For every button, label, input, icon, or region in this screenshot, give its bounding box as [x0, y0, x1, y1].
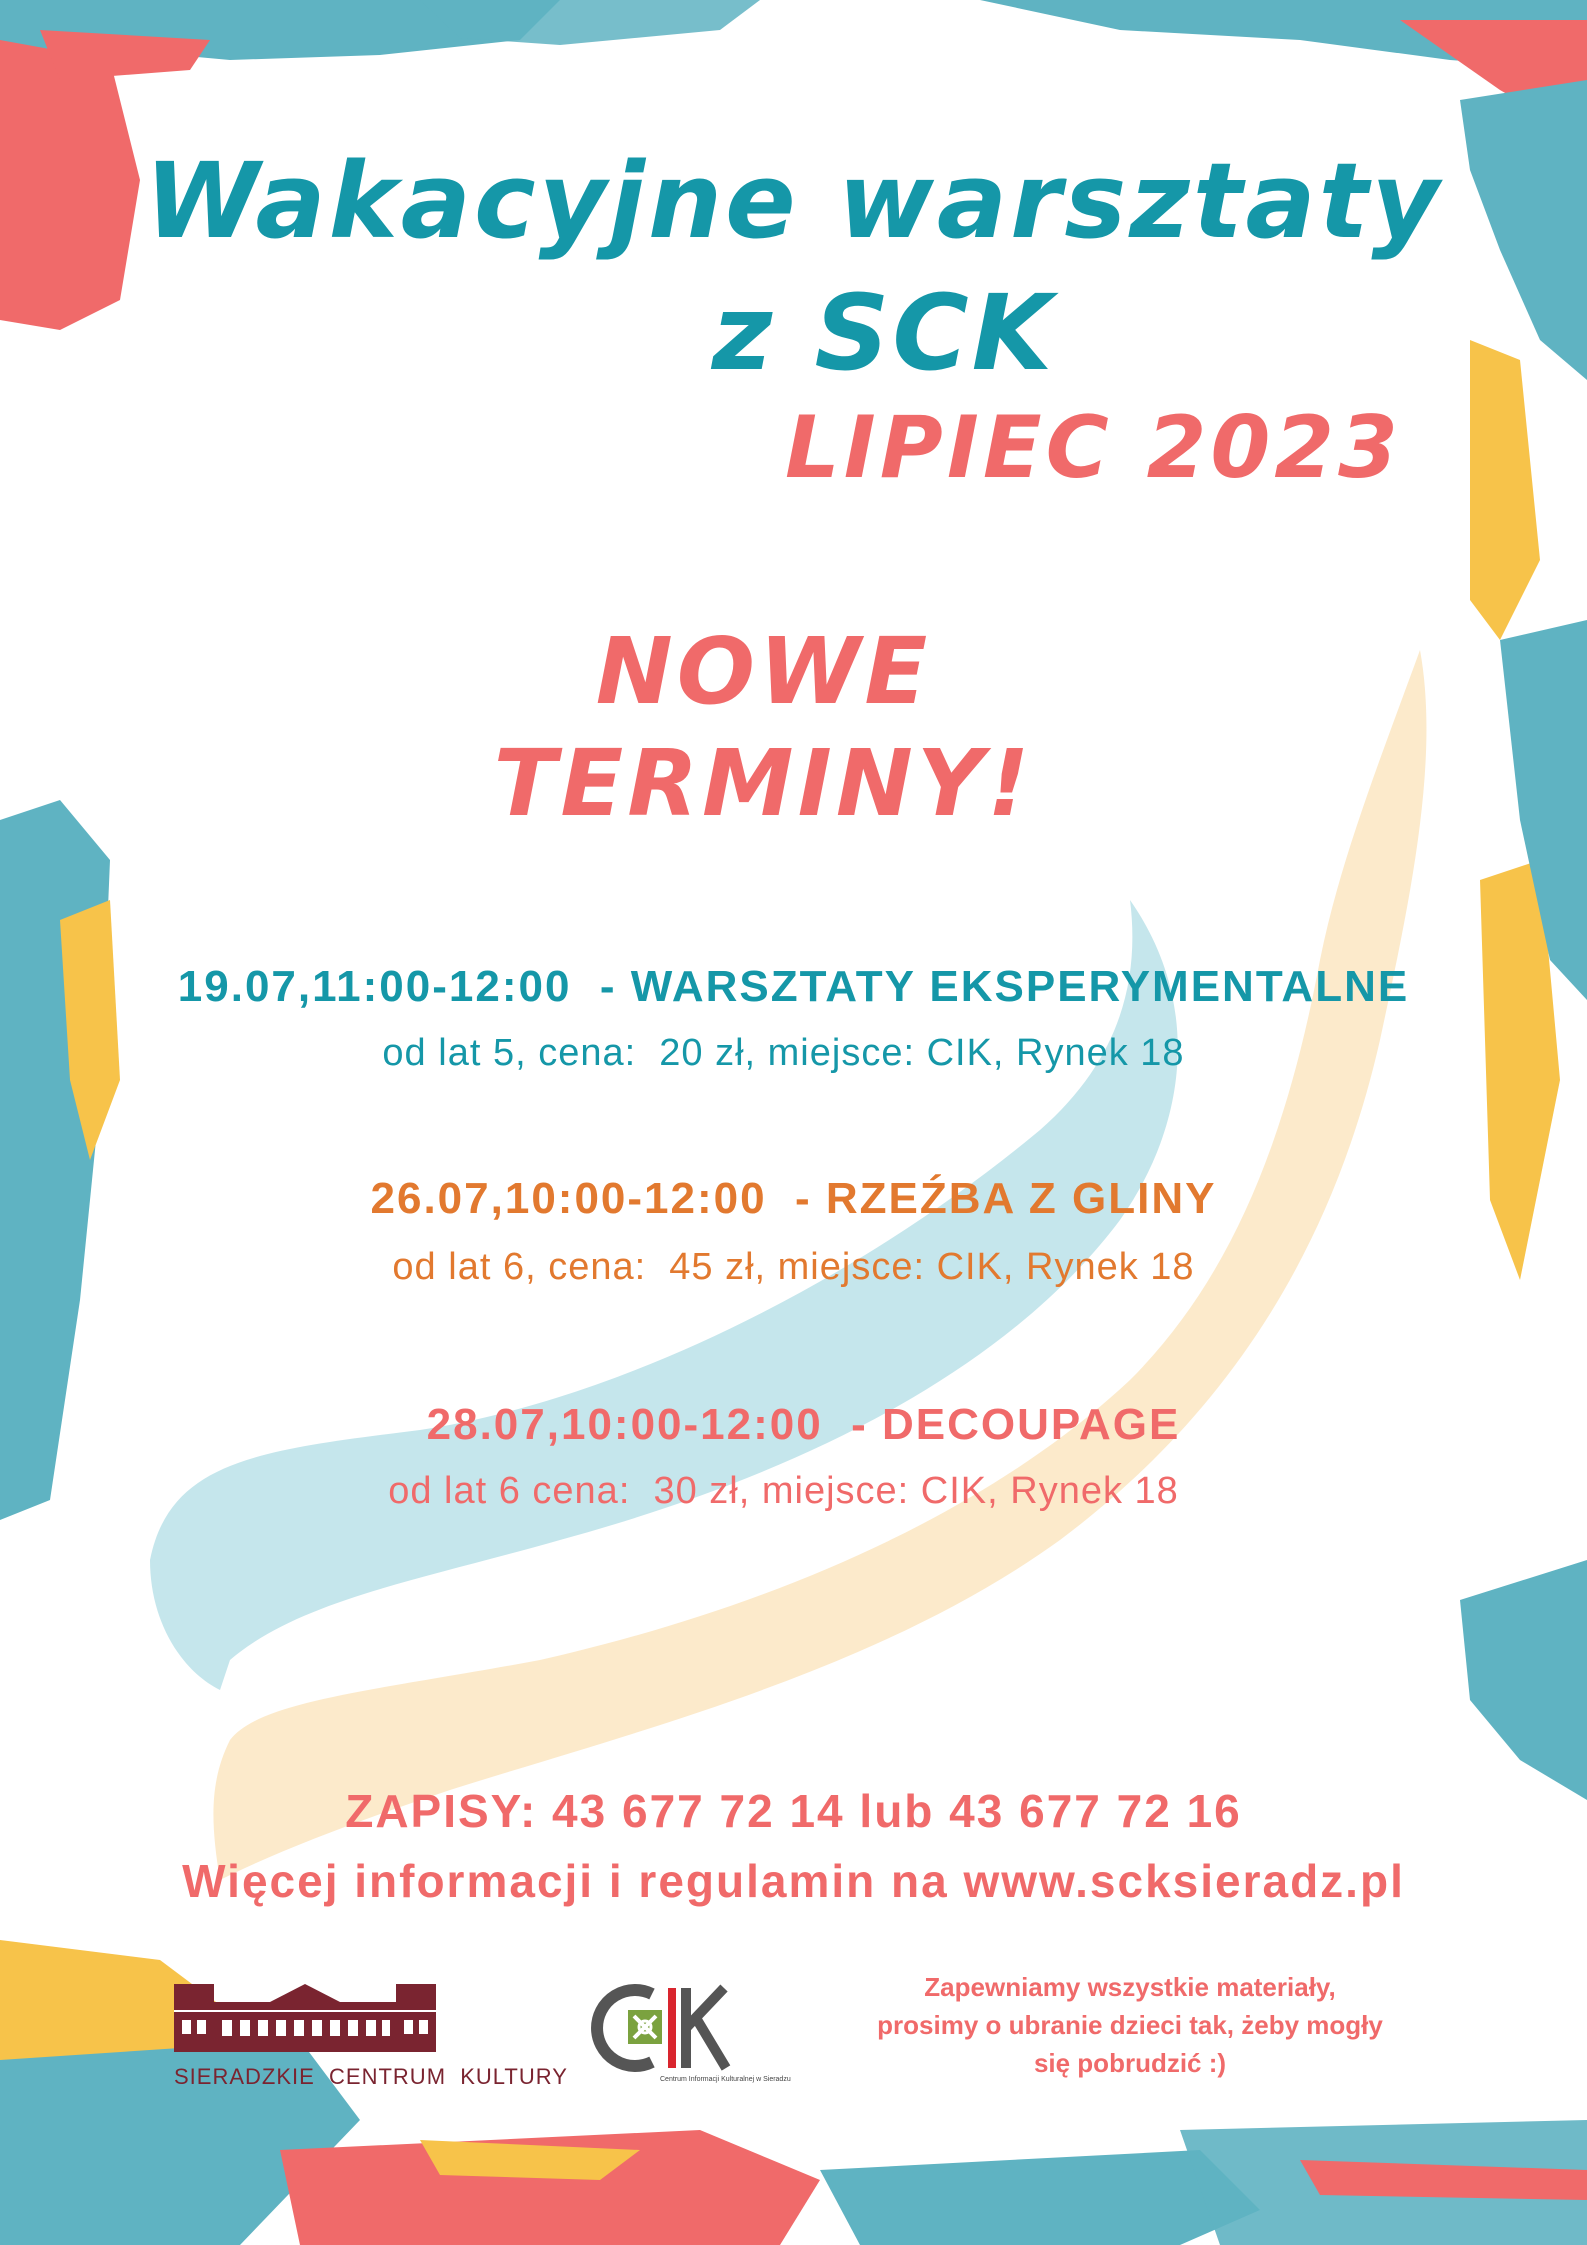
cik-logo — [584, 1980, 791, 2090]
event-1-details: od lat 5, cena: 20 zł, miejsce: CIK, Rynek 18 — [382, 1032, 1185, 1074]
poster-title-line1: Wakacyjne warsztaty — [144, 140, 1443, 262]
cik-logo-subtext: Centrum Informacji Kulturalnej w Sieradzu — [660, 2076, 791, 2083]
materials-note-line1: Zapewniamy wszystkie materiały, — [924, 1972, 1336, 2002]
headline-line2: TERMINY! — [493, 730, 1034, 837]
sck-logo — [174, 1978, 568, 2092]
cik-logo-icon — [584, 1980, 764, 2076]
more-info-website: Więcej informacji i regulamin na www.scksieradz.pl — [182, 1855, 1405, 1907]
event-3-details: od lat 6 cena: 30 zł, miejsce: CIK, Rynek 18 — [388, 1470, 1179, 1512]
sck-building-icon — [174, 1978, 436, 2056]
event-3-title: 28.07,10:00-12:00 - DECOUPAGE — [426, 1400, 1181, 1449]
materials-note — [820, 1968, 1440, 2082]
poster-title-line2: z SCK — [711, 272, 1056, 394]
headline-line1: NOWE — [595, 618, 932, 725]
poster-month: LIPIEC 2023 — [785, 398, 1402, 498]
signup-phone: ZAPISY: 43 677 72 14 lub 43 677 72 16 — [345, 1785, 1242, 1837]
event-2-title: 26.07,10:00-12:00 - RZEŹBA Z GLINY — [370, 1174, 1217, 1223]
event-1-title: 19.07,11:00-12:00 - WARSZTATY EKSPERYMENTALNE — [177, 962, 1410, 1011]
event-2-details: od lat 6, cena: 45 zł, miejsce: CIK, Rynek 18 — [392, 1246, 1195, 1288]
materials-note-line3: się pobrudzić :) — [1033, 2048, 1227, 2078]
materials-note-line2: prosimy o ubranie dzieci tak, żeby mogły — [877, 2010, 1383, 2040]
sck-logo-text: SIERADZKIE CENTRUM KULTURY — [174, 2064, 568, 2089]
